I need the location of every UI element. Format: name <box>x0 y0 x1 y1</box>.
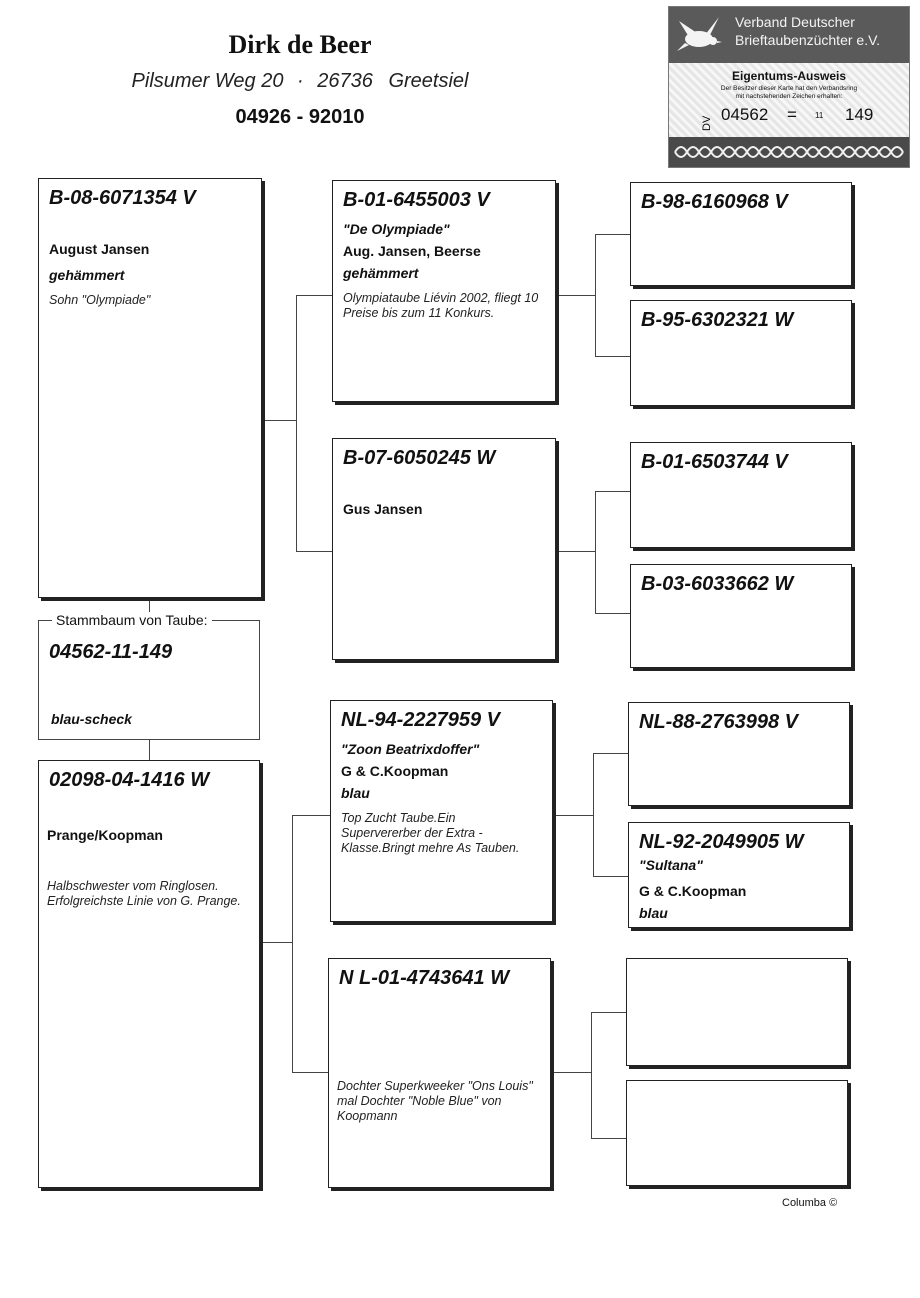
mf-card <box>330 700 553 922</box>
mf-breeder: G & C.Koopman <box>341 763 449 779</box>
mm-card <box>328 958 551 1188</box>
stamp-note-line1: Der Besitzer dieser Karte hat den Verbandsring <box>720 85 858 92</box>
stamp-pattern <box>669 137 909 167</box>
mf-name: "Zoon Beatrixdoffer" <box>341 741 480 757</box>
fff-ring-number: B-98-6160968 V <box>641 191 788 213</box>
stamp-note-line2: mit nachstehenden Zeichen erhalten: <box>735 93 843 100</box>
connector-line <box>296 295 332 296</box>
connector-line <box>296 551 332 552</box>
connector-line <box>292 815 330 816</box>
owner-name: Dirk de Beer <box>228 30 372 59</box>
connector-line <box>595 356 630 357</box>
father-breeder: August Jansen <box>49 241 150 257</box>
owner-phone: 04926 - 92010 <box>235 106 365 128</box>
stamp-org-line2: Brieftaubenzüchter e.V. <box>735 32 881 48</box>
mmf-card <box>626 958 848 1066</box>
fm-card <box>332 438 556 660</box>
ffm-card <box>630 300 852 406</box>
mfm-color: blau <box>639 905 668 921</box>
connector-line <box>551 1072 591 1073</box>
subject-label: Stammbaum von Taube: <box>52 612 212 628</box>
mff-card <box>628 702 850 806</box>
mfm-ring-number: NL-92-2049905 W <box>639 831 804 853</box>
mm-note: Dochter Superkweeker "Ons Louis" mal Dochter "Noble Blue" von Koopmann <box>337 1079 533 1123</box>
connector-line <box>260 942 292 943</box>
fm-breeder: Gus Jansen <box>343 501 423 517</box>
stamp-serial: 149 <box>845 105 874 124</box>
father-note: Sohn "Olympiade" <box>49 293 151 307</box>
connector-line <box>591 1138 626 1139</box>
ffm-ring-number: B-95-6302321 W <box>641 309 794 331</box>
footer-credit: Columba © <box>782 1197 838 1209</box>
fmm-ring-number: B-03-6033662 W <box>641 573 794 595</box>
stamp-separator: = <box>787 105 797 124</box>
fmm-card <box>630 564 852 668</box>
address-separator: · <box>297 70 304 92</box>
ff-name: "De Olympiade" <box>343 221 450 237</box>
ff-card <box>332 180 556 402</box>
mfm-breeder: G & C.Koopman <box>639 883 747 899</box>
connector-line <box>595 613 630 614</box>
connector-line <box>595 234 630 235</box>
connector-line <box>591 1012 592 1138</box>
mf-note: Top Zucht Taube.Ein Supervererber der Extra - Klasse.Bringt mehre As Tauben. <box>341 811 520 855</box>
subject-color: blau-scheck <box>51 711 132 727</box>
fmf-ring-number: B-01-6503744 V <box>641 451 788 473</box>
connector-line <box>595 234 596 356</box>
connector-line <box>262 420 296 421</box>
mmm-card <box>626 1080 848 1186</box>
stamp-header <box>669 7 909 63</box>
connector-line <box>553 815 593 816</box>
mother-breeder: Prange/Koopman <box>47 827 163 843</box>
connector-line <box>292 1072 330 1073</box>
fmf-card <box>630 442 852 548</box>
connector-line <box>593 876 628 877</box>
connector-line <box>149 740 150 762</box>
stamp-ring-number: 04562 <box>721 105 769 124</box>
subject-card <box>38 620 260 740</box>
mff-ring-number: NL-88-2763998 V <box>639 711 798 733</box>
owner-zip: 26736 <box>317 70 373 92</box>
ownership-stamp <box>668 6 910 168</box>
mother-ring-number: 02098-04-1416 W <box>49 769 210 791</box>
stamp-year: 11 <box>815 111 824 120</box>
pigeon-logo-icon <box>675 11 723 59</box>
mfm-name: "Sultana" <box>639 857 703 873</box>
connector-line <box>556 295 595 296</box>
ff-color: gehämmert <box>343 265 419 281</box>
subject-ring-number: 04562-11-149 <box>49 641 173 663</box>
connector-line <box>292 815 293 1072</box>
ff-breeder: Aug. Jansen, Beerse <box>343 243 481 259</box>
mother-card <box>38 760 260 1188</box>
stamp-org-line1: Verband Deutscher <box>735 14 855 30</box>
mm-ring-number: N L-01-4743641 W <box>339 967 510 989</box>
stamp-prefix: DV <box>701 115 713 131</box>
connector-line <box>593 753 594 876</box>
fm-ring-number: B-07-6050245 W <box>343 447 496 469</box>
owner-street: Pilsumer Weg 20 <box>131 70 284 92</box>
ff-ring-number: B-01-6455003 V <box>343 189 490 211</box>
owner-city: Greetsiel <box>388 70 469 92</box>
connector-line <box>595 491 596 613</box>
mf-ring-number: NL-94-2227959 V <box>341 709 500 731</box>
connector-line <box>296 295 297 551</box>
connector-line <box>595 491 630 492</box>
ff-note: Olympiataube Liévin 2002, fliegt 10 Preise bis zum 11 Konkurs. <box>343 291 539 320</box>
connector-line <box>556 551 595 552</box>
mfm-card <box>628 822 850 928</box>
mf-color: blau <box>341 785 370 801</box>
owner-address <box>100 70 500 93</box>
connector-line <box>593 753 628 754</box>
father-color: gehämmert <box>49 267 125 283</box>
connector-line <box>591 1012 626 1013</box>
fff-card <box>630 182 852 286</box>
father-ring-number: B-08-6071354 V <box>49 187 196 209</box>
stamp-title: Eigentums-Ausweis <box>731 69 847 83</box>
father-card <box>38 178 262 598</box>
mother-note: Halbschwester vom Ringlosen. Erfolgreichste Linie von G. Prange. <box>47 879 241 908</box>
